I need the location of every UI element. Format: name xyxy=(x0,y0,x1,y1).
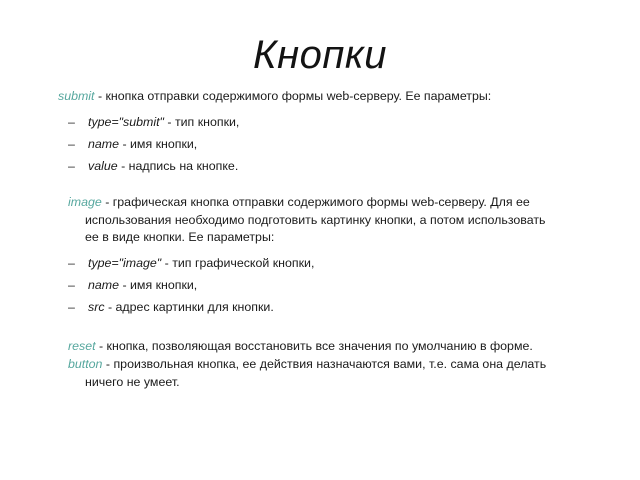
param-name-submit-text: - имя кнопки, xyxy=(119,136,198,151)
param-src-image: src xyxy=(88,300,105,315)
bullet-dash-icon: – xyxy=(68,300,75,315)
list-item-image-type xyxy=(0,252,640,274)
definition-submit xyxy=(0,88,640,106)
param-name-submit: name xyxy=(88,136,119,151)
param-type-image-text: - тип графической кнопки, xyxy=(161,256,315,271)
param-type-submit: type="submit" xyxy=(88,114,164,129)
definition-submit-text: - кнопка отправки содержимого формы web-серверу. Ее параметры: xyxy=(94,89,492,103)
list-item-submit-value xyxy=(0,155,640,177)
list-item-image-src xyxy=(0,296,640,318)
list-item-submit-name xyxy=(0,133,640,155)
bullet-dash-icon: – xyxy=(68,136,75,151)
spacer xyxy=(0,318,640,338)
keyword-submit: submit xyxy=(58,89,95,103)
param-value-submit-text: - надпись на кнопке. xyxy=(117,158,239,173)
list-item-submit-type xyxy=(0,111,640,133)
bullet-dash-icon: – xyxy=(68,278,75,293)
definition-button xyxy=(0,356,640,392)
slide-body xyxy=(0,88,640,392)
bullet-dash-icon: – xyxy=(68,114,75,129)
definition-reset-text: - кнопка, позволяющая восстановить все значения по умолчанию в форме. xyxy=(95,339,533,354)
definition-image-text: - графическая кнопка отправки содержимого формы web-серверу. Для ее использования необходимо подготовить картинку кнопки, а потом использовать ее в виде кнопки. Ее параметры: xyxy=(85,194,546,245)
page-title: Кнопки xyxy=(253,33,387,77)
param-value-submit: value xyxy=(88,158,118,173)
param-type-image: type="image" xyxy=(88,256,162,271)
definition-image xyxy=(0,194,640,247)
param-src-image-text: - адрес картинки для кнопки. xyxy=(104,300,274,315)
param-name-image-text: - имя кнопки, xyxy=(119,278,198,293)
keyword-image: image xyxy=(68,194,102,209)
definition-reset xyxy=(0,338,640,356)
list-item-image-name xyxy=(0,274,640,296)
bullet-dash-icon: – xyxy=(68,256,75,271)
param-name-image: name xyxy=(88,278,119,293)
spacer xyxy=(0,177,640,194)
keyword-button: button xyxy=(68,356,103,371)
keyword-reset: reset xyxy=(68,339,96,354)
bullet-dash-icon: – xyxy=(68,158,75,173)
definition-button-text: - произвольная кнопка, ее действия назначаются вами, т.е. сама она делать ничего не умеет. xyxy=(85,356,547,389)
param-type-submit-text: - тип кнопки, xyxy=(163,114,240,129)
